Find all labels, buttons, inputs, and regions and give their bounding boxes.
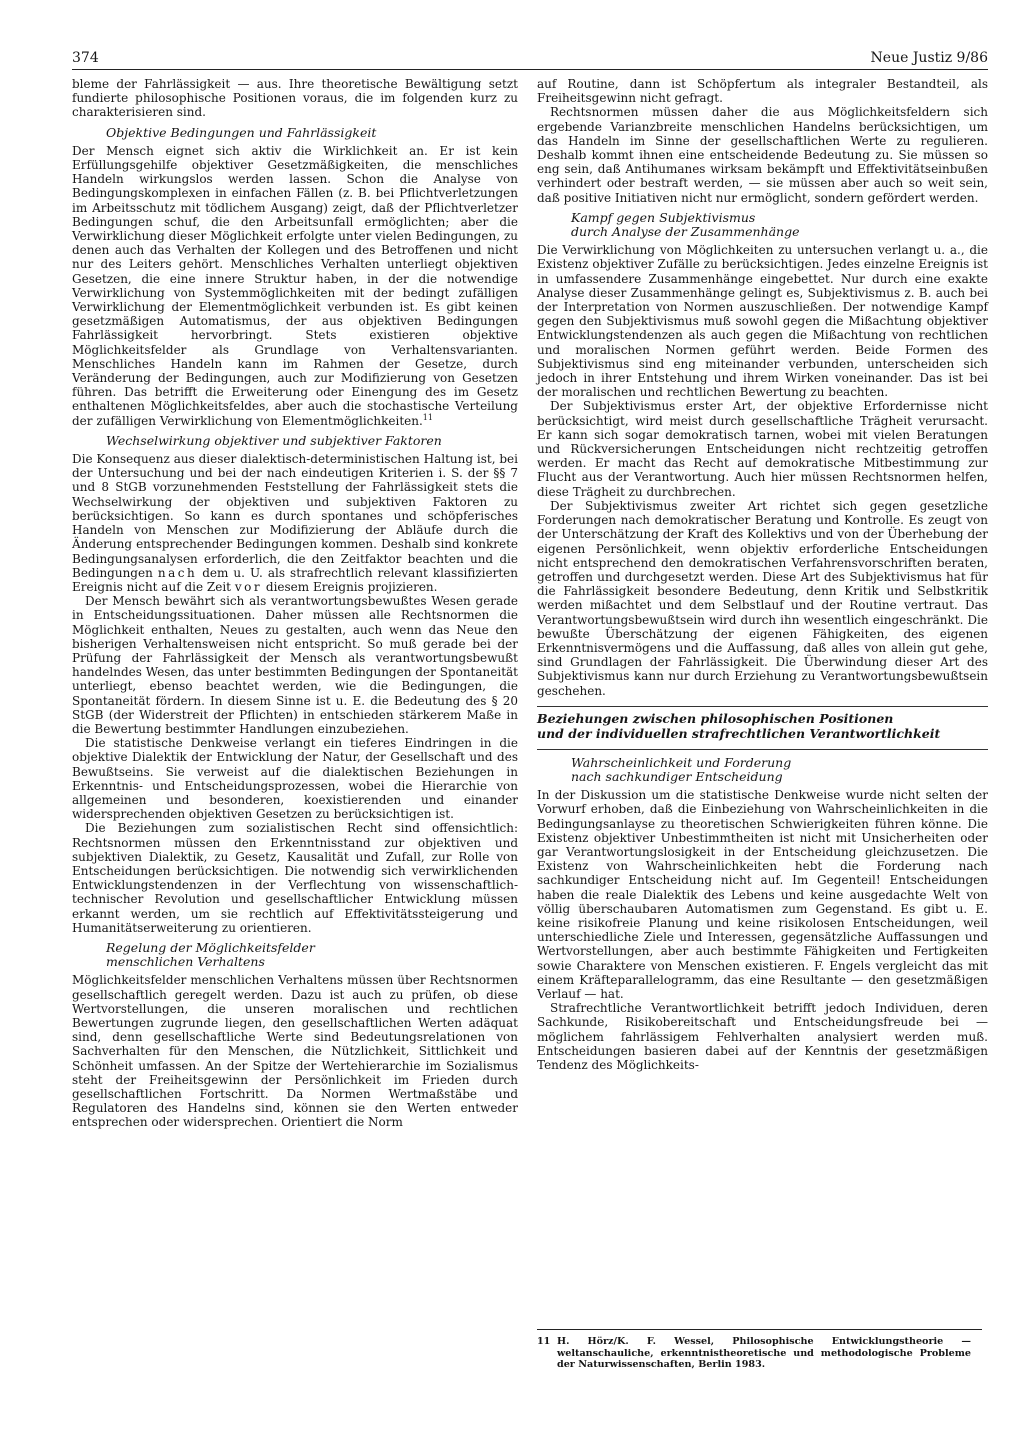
section-heading	[537, 711, 988, 741]
footnote-number: 11	[537, 1336, 551, 1347]
paragraph-text: Der Mensch eignet sich aktiv die Wirklichkeit an. Er ist kein Erfüllungsgehilfe objektiver Gesetzmäßigkeiten, die menschliches Handeln wirkungslos werden lassen. Schon die Analyse von Bedingungskomplexen in einfachen Fällen (z. B. bei Pflichtverletzungen im Arbeitsschutz mit tödlichem Ausgang) zeigt, daß der Pflichtverletzer Bedingungen schuf, die den Arbeitsunfall ermöglichten; aber die Verwirklichung dieser Möglichkeit erfolgte unter vielen Bedingungen, zu denen auch das Verhalten der Kollegen und des Betroffenen und nicht nur des Leiters gehört. Menschliches Verhalten unterliegt objektiven Gesetzen, die eine innere Struktur haben, in der die notwendige Verwirklichung von Systemmöglichkeiten mit der bedingt zufälligen Verwirklichung der Elementmöglichkeit verbunden ist. Es gibt keinen gesetzmäßigen Automatismus, der aus objektiven Bedingungen Fahrlässigkeit hervorbringt. Stets existieren objektive Möglichkeitsfelder als Grundlage von Verhaltensvarianten. Menschliches Handeln kann im Rahmen der Gesetze, durch Veränderung der Bedingungen, auch zur Modifizierung von Gesetzen führen. Das betrifft die Erweiterung oder Einengung des im Gesetz enthaltenen Möglichkeitsfeldes, aber auch die stochastische Verteilung der zufälligen Verwirklichung von Elementmöglichkeiten.	[72, 143, 518, 428]
section-rule	[537, 706, 988, 707]
subheading	[537, 756, 988, 784]
paragraph-text: diesem Ereignis projizieren.	[265, 579, 438, 594]
paragraph	[72, 144, 518, 428]
subheading	[72, 941, 518, 969]
emphasis-spaced: nach	[157, 565, 198, 580]
right-column	[537, 77, 988, 1072]
section-heading-line: und der individuellen strafrechtlichen Verantwortlichkeit	[537, 725, 941, 741]
paragraph: In der Diskussion um die statistische Denkweise wurde nicht selten der Vorwurf erhoben, daß die Einbeziehung von Wahrscheinlichkeiten in die Bedingungsanlayse zu theoretischen Schwierigkeiten führen könne. Die Existenz objektiver Unbestimmtheiten ist nicht mit Unsicherheiten oder gar Verantwortungslosigkeit in der Entscheidung gleichzusetzen. Die Existenz von Wahrscheinlichkeiten hebt die Forderung nach sachkundiger Entscheidung nicht auf. Im Gegenteil! Entscheidungen haben die reale Dialektik des Lebens und keine ausgedachte Welt von völlig überschaubaren Automatismen zum Gegenstand. Es gibt u. E. keine risikofreie Planung und keine risikolosen Entscheidungen, weil unterschiedliche Ziele und Interessen, gegensätzliche Auffassungen und Wertvorstellungen, aber auch bestimmte Fähigkeiten und Fertigkeiten sowie Charaktere von Menschen existieren. F. Engels vergleicht das mit einem Kräfteparallelogramm, das eine Resultante — den gesetzmäßigen Verlauf — hat.	[537, 788, 988, 1001]
subheading-line: durch Analyse der Zusammenhänge	[571, 224, 800, 240]
subheading-line: Wahrscheinlichkeit und Forderung	[571, 754, 792, 770]
paragraph-text: Die Konsequenz aus dieser dialektisch-deterministischen Haltung ist, bei der Untersuchung und bei der nach eindeutigen Kriterien i. S. der §§ 7 und 8 StGB vorzunehmenden Feststellung der Fahrlässigkeit stets die Wechselwirkung der objektiven und subjektiven Faktoren zu berücksichtigen. So kann es durch spontanes und schöpferisches Handeln von Menschen zur Modifizierung der Abläufe durch die Änderung entsprechender Bedingungen kommen. Deshalb sind konkrete Bedingungsanalysen erforderlich, die den Zeitfaktor beachten und die Bedingungen	[72, 452, 518, 580]
journal-title: Neue Justiz 9/86	[870, 50, 988, 66]
paragraph: Der Subjektivismus zweiter Art richtet sich gegen gesetzliche Forderungen nach demokratischer Beratung und Kontrolle. Es zeugt von der Unterschätzung der Kraft des Kollektivs und von der Überhebung der eigenen Persönlichkeit, wenn objektiv erforderliche Entscheidungen nicht entsprechend den demokratischen Verfahrensvorschriften beraten, getroffen und durchgesetzt werden. Diese Art des Subjektivismus hat für die Fahrlässigkeit besondere Bedeutung, denn Kritik und Selbstkritik werden mißachtet und dem Selbstlauf und der Routine vertraut. Das Verantwortungsbewußtsein wird durch ihn wesentlich eingeschränkt. Die bewußte Überschätzung der eigenen Fähigkeiten, des eigenen Erkenntnisvermögens und die Auffassung, daß alles von allein gut gehe, sind Grundlagen der Fahrlässigkeit. Die Überwindung dieser Art des Subjektivismus kann nur durch Erziehung zu Verantwortungsbewußtsein geschehen.	[537, 498, 988, 698]
section-heading-line: Beziehungen zwischen philosophischen Positionen	[537, 710, 894, 726]
paragraph	[72, 452, 518, 594]
subheading: Wechselwirkung objektiver und subjektiver Faktoren	[106, 432, 442, 448]
footnote-text: H. Hörz/K. F. Wessel, Philosophische Entwicklungstheorie — weltanschauliche, erkenntnistheoretische und methodologische Probleme der Naturwissenschaften, Berlin 1983.	[557, 1336, 971, 1370]
subheading-line: Kampf gegen Subjektivismus	[571, 209, 756, 225]
footnote	[537, 1336, 975, 1371]
subheading-line: Regelung der Möglichkeitsfelder	[106, 939, 315, 955]
paragraph: Die Verwirklichung von Möglichkeiten zu untersuchen verlangt u. a., die Existenz objektiver Zufälle zu berücksichtigen. Jedes einzelne Ereignis ist in umfassendere Zusammenhänge eingebettet. Nur durch eine exakte Analyse dieser Zusammenhänge gelingt es, Subjektivismus z. B. auch bei der Interpretation von Normen auszuschließen. Der notwendige Kampf gegen den Subjektivismus muß sowohl gegen die Mißachtung objektiver Entwicklungstendenzen als auch gegen die Mißachtung von rechtlichen und moralischen Normen geführt werden. Beide Formen des Subjektivismus sind eng miteinander verbunden, unterscheiden sich jedoch in ihrer Entstehung und ihrem Wirken voneinander. Das ist bei der moralischen und rechtlichen Bewertung zu beachten.	[537, 243, 988, 400]
paragraph: Der Mensch bewährt sich als verantwortungsbewußtes Wesen gerade in Entscheidungssituationen. Daher müssen alle Rechtsnormen die Möglichkeit enthalten, Neues zu gestalten, auch wenn das Neue den bisherigen Verhaltensweisen nicht entspricht. So muß gerade bei der Prüfung der Fahrlässigkeit der Mensch als verantwortungsbewußt handelndes Wesen, das unter bestimmten Bedingungen der Spontaneität unterliegt, ebenso beachtet werden, wie die Bedingungen, die Spontaneität fördern. In diesem Sinne ist u. E. die Bedeutung des § 20 StGB (der Widerstreit der Pflichten) in entschieden stärkerem Maße in die Bewertung bestimmter Handlungen einzubeziehen.	[72, 594, 518, 736]
header-rule	[72, 69, 988, 70]
footnote-rule	[537, 1329, 982, 1330]
left-column	[72, 77, 518, 1130]
paragraph: Rechtsnormen müssen daher die aus Möglichkeitsfeldern sich ergebende Varianzbreite menschlichen Handelns berücksichtigen, um das Handeln im Sinne der gesellschaftlichen Werte zu regulieren. Deshalb kommt ihnen eine entscheidende Bedeutung zu. Sie müssen so eng sein, daß Antihumanes wirksam bekämpft und Effektivitätseinbußen verhindert oder bestraft werden, — sie müssen aber auch so weit sein, daß positive Initiativen nicht nur ermöglicht, sondern gefördert werden.	[537, 105, 988, 205]
paragraph: Die statistische Denkweise verlangt ein tieferes Eindringen in die objektive Dialektik der Entwicklung der Natur, der Gesellschaft und des Bewußtseins. Sie verweist auf die dialektischen Beziehungen in Erkenntnis- und Entscheidungsprozessen, wobei die Hierarchie von allgemeinen und besonderen, koexistierenden und einander widersprechenden objektiven Gesetzen zu berücksichtigen ist.	[72, 736, 518, 822]
paragraph: Der Subjektivismus erster Art, der objektive Erfordernisse nicht berücksichtigt, wird meist durch gesellschaftliche Trägheit verursacht. Er kann sich sogar demokratisch tarnen, wobei mit vielen Beratungen und Rückversicherungen Entscheidungen nicht rechtzeitig getroffen werden. Er macht das Recht auf demokratische Mitbestimmung zur Flucht aus der Verantwortung. Auch hier müssen Rechtsnormen helfen, diese Trägheit zu durchbrechen.	[537, 399, 988, 499]
paragraph: bleme der Fahrlässigkeit — aus. Ihre theoretische Bewältigung setzt fundierte philosophische Positionen voraus, die im folgenden kurz zu charakterisieren sind.	[72, 77, 518, 120]
subheading-line: nach sachkundiger Entscheidung	[571, 768, 783, 784]
paragraph: auf Routine, dann ist Schöpfertum als integraler Bestandteil, als Freiheitsgewinn nicht gefragt.	[537, 77, 988, 106]
subheading	[537, 211, 988, 239]
paragraph-text: dem u. U. als strafrechtlich relevant klassifizierten Ereignis nicht auf die Zeit	[72, 565, 518, 594]
footnote-ref: 11	[422, 412, 433, 422]
paragraph: Die Beziehungen zum sozialistischen Recht sind offensichtlich: Rechtsnormen müssen den Erkenntnisstand zur objektiven und subjektiven Dialektik, zu Gesetz, Kausalität und Zufall, zur Rolle von Entscheidungen berücksichtigen. Die notwendig sich verwirklichenden Entwicklungstendenzen in der Verflechtung von wissenschaftlich-technischer Revolution und gesellschaftlicher Entwicklung müssen erkannt werden, um sie rechtlich auf Effektivitätssteigerung und Humanitätserweiterung zu orientieren.	[72, 821, 518, 935]
subheading-line: menschlichen Verhaltens	[106, 954, 265, 970]
emphasis-spaced: vor	[234, 579, 263, 594]
section-rule	[537, 749, 988, 750]
subheading: Objektive Bedingungen und Fahrlässigkeit	[106, 124, 377, 140]
paragraph: Möglichkeitsfelder menschlichen Verhaltens müssen über Rechtsnormen gesellschaftlich geregelt werden. Dazu ist auch zu prüfen, ob diese Wertvorstellungen, die unseren moralischen und rechtlichen Bewertungen zugrunde liegen, den gesellschaftlichen Werten adäquat sind, denn gesellschaftliche Werte sind Bedeutungsrelationen von Sachverhalten für den Menschen, die Nützlichkeit, Sittlichkeit und Schönheit umfassen. An der Spitze der Wertehierarchie im Sozialismus steht der Freiheitsgewinn der Persönlichkeit im Frieden durch gesellschaftlichen Fortschritt. Da Normen Wertmaßstäbe und Regulatoren des Handelns sind, können sie den Werten entweder entsprechen oder widersprechen. Orientiert die Norm	[72, 973, 518, 1130]
page-number: 374	[72, 50, 99, 66]
paragraph: Strafrechtliche Verantwortlichkeit betrifft jedoch Individuen, deren Sachkunde, Risikobereitschaft und Entscheidungsfreude bei — möglichem fahrlässigem Fehlverhalten analysiert werden muß. Entscheidungen basieren dabei auf der Kenntnis der gesetzmäßigen Tendenz des Möglichkeits-	[537, 1001, 988, 1072]
